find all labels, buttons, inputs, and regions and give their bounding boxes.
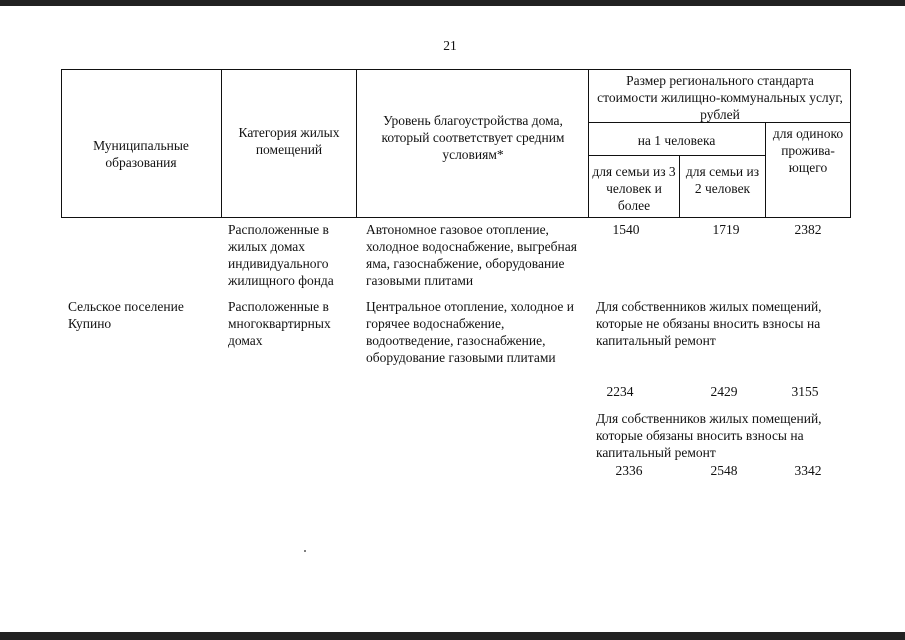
top-border [0, 0, 905, 6]
scan-speck [304, 550, 306, 552]
row2-level: Центральное отопление, холодное и горячее водоснабжение, водоотведение, газоснабжение, оборудование газовыми плитами [366, 299, 574, 365]
bottom-border [0, 632, 905, 640]
page-number: 21 [443, 38, 457, 53]
row2-category: Расположенные в многоквартирных домах [228, 299, 331, 348]
row2-values1-family3: 2234 [606, 384, 634, 399]
col-line-1 [221, 69, 222, 218]
row1-level: Автономное газовое отопление, холодное водоснабжение, выгребная яма, газоснабжение, оборудование газовыми плитами [366, 222, 577, 288]
header-family3: для семьи из 3 человек и более [592, 164, 676, 213]
subheader-line-2 [588, 155, 765, 156]
header-standard: Размер регионального стандарта стоимости жилищно-коммунальных услуг, рублей [597, 73, 843, 122]
row2-values1-single: 3155 [791, 384, 819, 399]
row1-category: Расположенные в жилых домах индивидуального жилищного фонда [228, 222, 334, 288]
col-line-6 [850, 69, 851, 218]
row2-values2-single: 3342 [794, 463, 822, 478]
header-municipality: Муниципальные образования [93, 138, 189, 170]
col-line-2 [356, 69, 357, 218]
header-category: Категория жилых помещений [238, 125, 340, 157]
col-line-3 [588, 69, 589, 218]
header-single: для одиноко прожива-ющего [772, 126, 844, 175]
row2-values2-family3: 2336 [615, 463, 643, 478]
row2-note-1: Для собственников жилых помещений, которые не обязаны вносить взносы на капитальный ремонт [596, 299, 822, 348]
col-line-4 [679, 155, 680, 218]
table-top-line [61, 69, 851, 70]
row1-value-single: 2382 [794, 222, 822, 237]
row2-note-2: Для собственников жилых помещений, которые обязаны вносить взносы на капитальный ремонт [596, 411, 822, 460]
row2-values1-family2: 2429 [710, 384, 738, 399]
row1-value-family3: 1540 [612, 222, 640, 237]
header-per-person: на 1 человека [637, 133, 716, 148]
row2-municipality: Сельское поселение Купино [68, 299, 184, 331]
col-line-5 [765, 122, 766, 218]
row2-values2-family2: 2548 [710, 463, 738, 478]
col-line-0 [61, 69, 62, 218]
row1-value-family2: 1719 [712, 222, 740, 237]
header-level: Уровень благоустройства дома, который соответствует средним условиям* [381, 113, 565, 162]
header-bottom-line [61, 217, 851, 218]
header-family2: для семьи из 2 человек [685, 164, 760, 196]
